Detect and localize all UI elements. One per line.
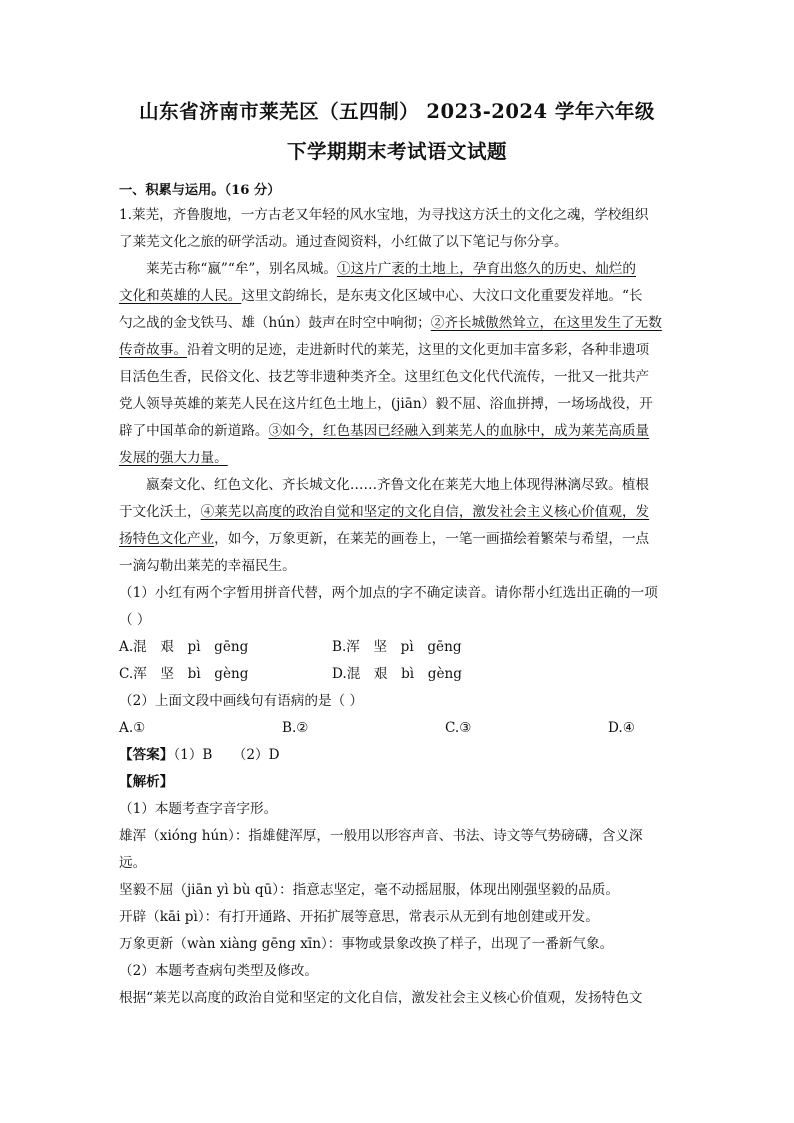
question-stem: （2）上面文段中画线句有语病的是（ ） (119, 693, 364, 709)
passage-line: 目活色生香，民俗文化、技艺等非遗种类齐全。这里红色文化代代流传，一批又一批共产 (119, 369, 650, 385)
options-row (119, 661, 675, 688)
doc-title-line1: 山东省济南市莱芜区（五四制） 2023-2024 学年六年级 (139, 100, 655, 123)
underlined-sentence-3: ③如今，红色基因已经融入到莱芜人的血脉中，成为莱芜高质量 (268, 423, 650, 439)
q1-intro-line: 1.莱芜，齐鲁腹地，一方古老又年轻的风水宝地，为寻找这方沃土的文化之魂，学校组织 (119, 207, 649, 223)
question-stem: （ ） (119, 612, 151, 628)
option-a: A.① (119, 720, 146, 736)
passage-line: 勺之战的金戈铁马、雄（hún）鼓声在时空中响彻；②齐长城傲然耸立，在这里发生了无数 (119, 315, 662, 331)
option-d: D.④ (608, 720, 635, 736)
option-a: A.混 艰 pì gēng (119, 639, 249, 655)
analysis-line: 开辟（kāi pì）：有打开通路、开拓扩展等意思，常表示从无到有地创建或开发。 (119, 909, 599, 925)
passage-line: 于文化沃土，④莱芜以高度的政治自觉和坚定的文化自信，激发社会主义核心价值观，发 (119, 504, 650, 520)
passage-line: 一滴勾勒出莱芜的幸福民生。 (119, 558, 296, 574)
question-stem: （1）小红有两个字暂用拼音代替，两个加点的字不确定读音。请你帮小红选出正确的一项 (119, 585, 658, 601)
option-b: B.浑 坚 pì gēng (332, 639, 462, 655)
analysis-line: 远。 (119, 855, 147, 871)
underlined-sentence-1: ①这片广袤的土地上，孕育出悠久的历史、灿烂的 (336, 261, 636, 277)
analysis-line: 雄浑（xióng hún）：指雄健浑厚，一般用以形容声音、书法、诗文等气势磅礴，含义深 (119, 828, 643, 844)
answer-line (119, 742, 675, 769)
q1-intro-line: 了莱芜文化之旅的研学活动。通过查阅资料，小红做了以下笔记与你分享。 (119, 234, 568, 250)
passage-line: 传奇故事。沿着文明的足迹，走进新时代的莱芜，这里的文化更加丰富多彩，各种非遗项 (119, 342, 650, 358)
options-row (119, 634, 675, 661)
doc-title-line2: 下学期期末考试语文试题 (286, 140, 507, 163)
options-row (119, 715, 675, 742)
passage-line: 扬特色文化产业，如今，万象更新，在莱芜的画卷上，一笔一画描绘着繁荣与希望，一点 (119, 531, 650, 547)
passage-line: 莱芜古称“嬴”“牟”，别名凤城。①这片广袤的土地上，孕育出悠久的历史、灿烂的 (146, 261, 636, 277)
underlined-sentence-2: ②齐长城傲然耸立，在这里发生了无数 (430, 315, 662, 331)
passage-line: 发展的强大力量。 (119, 450, 228, 466)
option-c: C.浑 坚 bì gèng (119, 666, 249, 682)
option-b: B.② (282, 720, 309, 736)
underlined-sentence-4: ④莱芜以高度的政治自觉和坚定的文化自信，激发社会主义核心价值观，发 (200, 504, 650, 520)
answer-label: 【答案】 (119, 747, 174, 763)
section-heading: 一、积累与运用。（16 分） (119, 183, 281, 198)
analysis-label: 【解析】 (119, 774, 174, 790)
passage-line: 辟了中国革命的新道路。③如今，红色基因已经融入到莱芜人的血脉中，成为莱芜高质量 (119, 423, 650, 439)
analysis-line: 万象更新（wàn xiàng gēng xīn）：事物或景象改换了样子，出现了一番新气象。 (119, 936, 614, 952)
option-c: C.③ (445, 720, 472, 736)
option-d: D.混 艰 bì gèng (332, 666, 462, 682)
analysis-line: 根据“莱芜以高度的政治自觉和坚定的文化自信，激发社会主义核心价值观，发扬特色文 (119, 990, 643, 1006)
analysis-line: 坚毅不屈（jiān yì bù qū）：指意志坚定，毫不动摇屈服，体现出刚强坚毅的品质。 (119, 882, 619, 898)
analysis-line: （1）本题考查字音字形。 (119, 801, 278, 817)
answer-text: （1）B （2）D (173, 747, 280, 763)
analysis-line: （2）本题考查病句类型及修改。 (119, 963, 318, 979)
passage-line: 党人领导英雄的莱芜人民在这片红色土地上，(jiān）毅不屈、浴血拼搏，一场场战役，开 (119, 396, 653, 412)
passage-line: 嬴秦文化、红色文化、齐长城文化……齐鲁文化在莱芜大地上体现得淋漓尽致。植根 (146, 477, 649, 493)
document-page (119, 92, 675, 1012)
passage-line: 文化和英雄的人民。这里文韵绵长，是东夷文化区域中心、大汶口文化重要发祥地。“长 (119, 288, 643, 304)
